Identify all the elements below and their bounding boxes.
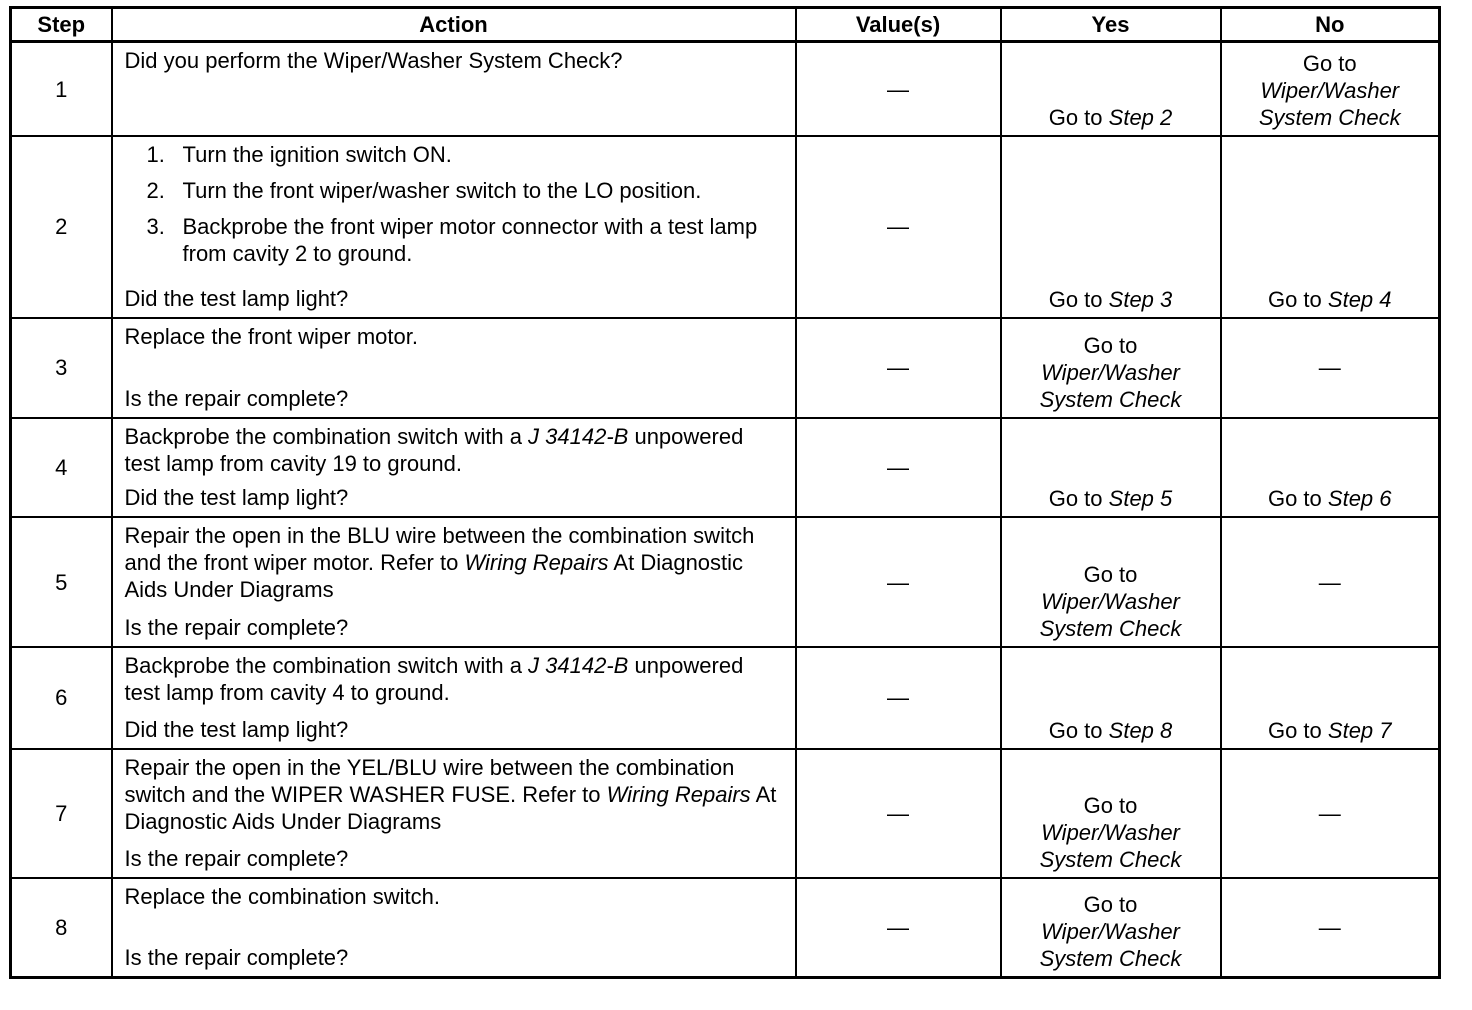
no-cell: — — [1221, 749, 1440, 878]
tool-reference: J 34142-B — [528, 653, 629, 679]
value-cell: — — [796, 318, 1001, 418]
goto-label: Go to — [1267, 717, 1322, 743]
value-cell: — — [796, 517, 1001, 647]
step-link[interactable]: Step 7 — [1327, 717, 1392, 743]
list-item: 3. Backprobe the front wiper motor connector with a test lamp from cavity 2 to ground. — [146, 214, 758, 266]
action-question: Is the repair complete? — [124, 385, 349, 411]
list-item: 2. Turn the front wiper/washer switch to the LO position. — [146, 178, 702, 203]
value-cell: — — [796, 418, 1001, 518]
action-steps-list — [125, 141, 783, 276]
value-cell: — — [796, 647, 1001, 749]
col-header-no: No — [1221, 8, 1440, 42]
goto-label: Go to — [1083, 892, 1138, 917]
diagnostic-table — [9, 6, 1441, 979]
goto-label: Go to — [1048, 286, 1103, 312]
no-cell — [1221, 42, 1440, 137]
step-number: 7 — [11, 749, 112, 878]
table-row — [11, 418, 1440, 518]
system-check-link[interactable]: Wiper/Washer System Check — [1039, 359, 1182, 412]
action-text: Repair the open in the YEL/BLU wire between the combination switch and the WIPER WASHER FUSE. Refer to Wiring Repairs At Diagnostic Aids Under Diagrams — [124, 754, 777, 834]
step-link[interactable]: Step 8 — [1108, 717, 1173, 743]
value-cell: — — [796, 42, 1001, 137]
system-check-link[interactable]: Wiper/Washer System Check — [1039, 819, 1182, 872]
yes-cell — [1001, 318, 1221, 418]
action-text: Did you perform the Wiper/Washer System Check? — [124, 48, 623, 73]
action-text: Backprobe the combination switch with a J 34142-B unpowered test lamp from cavity 19 to ground. — [124, 423, 744, 476]
header-row — [11, 8, 1440, 42]
action-text: Replace the front wiper motor. — [124, 323, 418, 349]
goto-label: Go to — [1267, 486, 1322, 512]
step-link[interactable]: Step 3 — [1108, 286, 1173, 312]
step-number: 2 — [11, 136, 112, 318]
yes-cell — [1001, 517, 1221, 647]
action-cell — [112, 647, 796, 749]
step-link[interactable]: Step 4 — [1327, 286, 1392, 312]
table-row — [11, 878, 1440, 978]
step-number: 5 — [11, 517, 112, 647]
step-link[interactable]: Step 6 — [1327, 486, 1392, 512]
yes-cell — [1001, 418, 1221, 518]
goto-label: Go to — [1048, 105, 1103, 130]
value-cell: — — [796, 136, 1001, 318]
goto-label: Go to — [1083, 562, 1138, 588]
no-cell — [1221, 418, 1440, 518]
action-cell — [112, 318, 796, 418]
system-check-link[interactable]: Wiper/Washer System Check — [1039, 919, 1182, 971]
col-header-step: Step — [11, 8, 112, 42]
goto-label: Go to — [1267, 286, 1322, 312]
yes-cell — [1001, 136, 1221, 318]
action-question: Did the test lamp light? — [124, 485, 349, 511]
step-number: 3 — [11, 318, 112, 418]
action-cell — [112, 878, 796, 978]
step-number: 1 — [11, 42, 112, 137]
table-row — [11, 318, 1440, 418]
table-row — [11, 42, 1440, 137]
system-check-link[interactable]: Wiper/Washer System Check — [1039, 589, 1182, 642]
list-item: 1. Turn the ignition switch ON. — [146, 142, 452, 167]
system-check-link[interactable]: Wiper/Washer System Check — [1258, 78, 1401, 130]
action-cell — [112, 418, 796, 518]
action-text: Backprobe the combination switch with a J 34142-B unpowered test lamp from cavity 4 to ground. — [124, 653, 744, 706]
action-cell — [112, 136, 796, 318]
table-row — [11, 647, 1440, 749]
goto-label: Go to — [1048, 717, 1103, 743]
action-question: Did the test lamp light? — [124, 716, 349, 742]
no-cell — [1221, 136, 1440, 318]
table-row — [11, 517, 1440, 647]
action-cell — [112, 749, 796, 878]
goto-label: Go to — [1302, 51, 1357, 76]
yes-cell — [1001, 647, 1221, 749]
step-number: 4 — [11, 418, 112, 518]
col-header-action: Action — [112, 8, 796, 42]
no-cell: — — [1221, 878, 1440, 978]
action-question: Is the repair complete? — [124, 615, 349, 641]
value-cell: — — [796, 749, 1001, 878]
step-number: 6 — [11, 647, 112, 749]
no-cell: — — [1221, 318, 1440, 418]
step-number: 8 — [11, 878, 112, 978]
no-cell — [1221, 647, 1440, 749]
action-cell — [112, 517, 796, 647]
step-link[interactable]: Step 5 — [1108, 486, 1173, 512]
step-link[interactable]: Step 2 — [1108, 105, 1173, 130]
goto-label: Go to — [1083, 332, 1138, 358]
action-question: Did the test lamp light? — [124, 285, 349, 311]
col-header-yes: Yes — [1001, 8, 1221, 42]
action-question: Is the repair complete? — [124, 945, 349, 970]
wiring-repairs-link[interactable]: Wiring Repairs — [464, 550, 609, 576]
table-row — [11, 136, 1440, 318]
value-cell: — — [796, 878, 1001, 978]
col-header-values: Value(s) — [796, 8, 1001, 42]
goto-label: Go to — [1048, 486, 1103, 512]
action-text: Repair the open in the BLU wire between the combination switch and the front wiper motor. Refer to Wiring Repairs At Diagnostic Aids Under Diagrams — [124, 523, 755, 603]
action-text: Replace the combination switch. — [124, 883, 440, 909]
action-question: Is the repair complete? — [124, 845, 349, 871]
action-cell — [112, 42, 796, 137]
wiring-repairs-link[interactable]: Wiring Repairs — [606, 781, 751, 807]
yes-cell — [1001, 878, 1221, 978]
table-row — [11, 749, 1440, 878]
no-cell: — — [1221, 517, 1440, 647]
goto-label: Go to — [1083, 792, 1138, 818]
tool-reference: J 34142-B — [528, 423, 629, 449]
yes-cell — [1001, 42, 1221, 137]
yes-cell — [1001, 749, 1221, 878]
